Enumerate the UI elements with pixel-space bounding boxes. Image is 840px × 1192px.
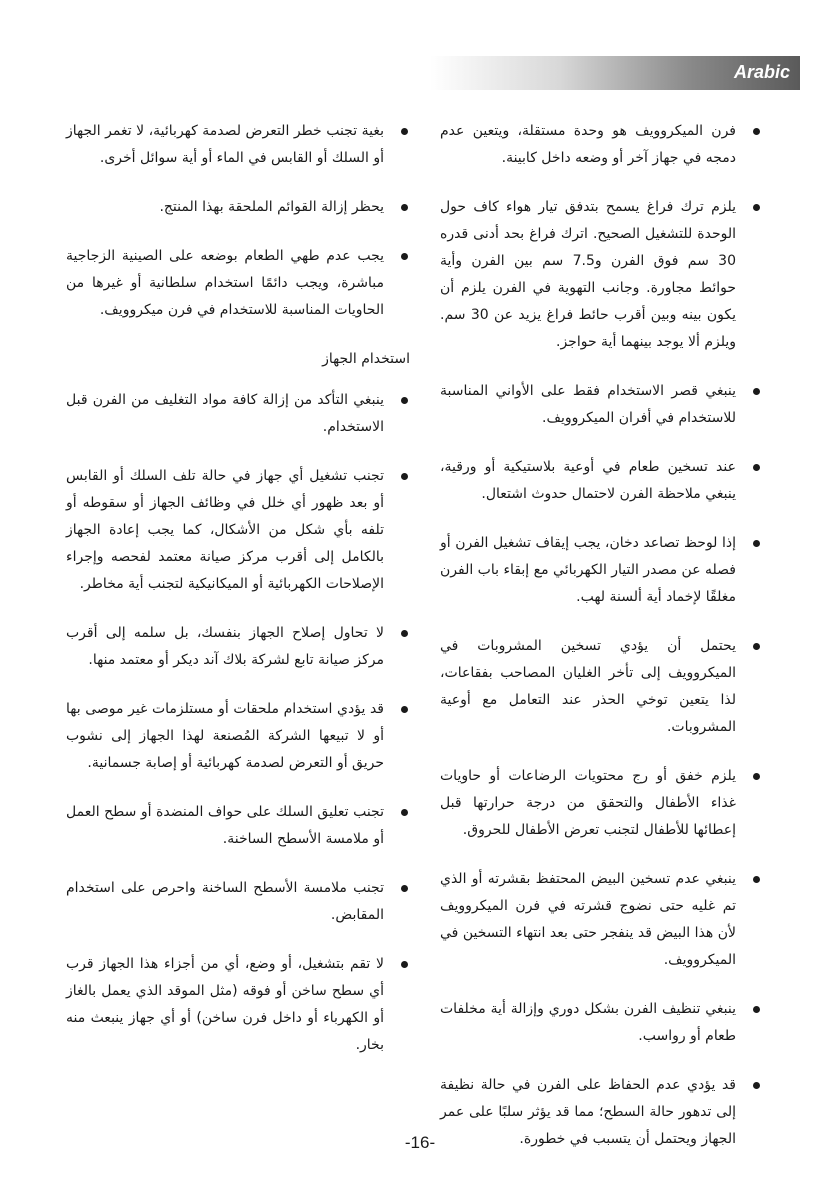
bullet-icon xyxy=(401,885,408,892)
bullet-icon xyxy=(401,473,408,480)
bullet-icon xyxy=(753,773,760,780)
list-item: يحظر إزالة القوائم الملحقة بهذا المنتج. xyxy=(66,194,410,221)
list-item: لا تحاول إصلاح الجهاز بنفسك، بل سلمه إلى أقرب مركز صيانة تابع لشركة بلاك آند ديكر أو معتمد منها. xyxy=(66,620,410,674)
list-item: تجنب تعليق السلك على حواف المنضدة أو سطح العمل أو ملامسة الأسطح الساخنة. xyxy=(66,799,410,853)
right-column xyxy=(440,118,762,1175)
bullet-icon xyxy=(753,388,760,395)
list-item: يلزم خفق أو رج محتويات الرضاعات أو حاويات غذاء الأطفال والتحقق من درجة حرارتها قبل إعطائها للأطفال لتجنب تعرض الأطفال للحروق. xyxy=(440,763,762,844)
bullet-icon xyxy=(401,204,408,211)
bullet-icon xyxy=(401,397,408,404)
language-label: Arabic xyxy=(733,62,790,82)
section-title: استخدام الجهاز xyxy=(322,351,410,367)
list-item: ينبغي التأكد من إزالة كافة مواد التغليف من الفرن قبل الاستخدام. xyxy=(66,387,410,441)
bullet-icon xyxy=(753,204,760,211)
list-item: تجنب ملامسة الأسطح الساخنة واحرص على استخدام المقابض. xyxy=(66,875,410,929)
page-number: -16- xyxy=(404,1133,436,1152)
list-item: عند تسخين طعام في أوعية بلاستيكية أو ورقية، ينبغي ملاحظة الفرن لاحتمال حدوث اشتعال. xyxy=(440,454,762,508)
language-header-bar xyxy=(430,56,800,90)
list-item: بغية تجنب خطر التعرض لصدمة كهربائية، لا تغمر الجهاز أو السلك أو القابس في الماء أو أية سوائل أخرى. xyxy=(66,118,410,172)
left-column xyxy=(66,118,410,1081)
bullet-icon xyxy=(753,464,760,471)
bullet-icon xyxy=(753,1006,760,1013)
bullet-icon xyxy=(401,961,408,968)
bullet-icon xyxy=(401,706,408,713)
list-item: تجنب تشغيل أي جهاز في حالة تلف السلك أو القابس أو بعد ظهور أي خلل في وظائف الجهاز أو سقوطه أو تلفه بأي شكل من الأشكال، كما يجب إعادة الجهاز بالكامل إلى أقرب مركز صيانة معتمد لفحصه وإجراء الإصلاحات الكهربائية أو الميكانيكية لتجنب أية مخاطر. xyxy=(66,463,410,598)
list-item: قد يؤدي استخدام ملحقات أو مستلزمات غير موصى بها أو لا تبيعها الشركة المُصنعة لهذا الجهاز إلى نشوب حريق أو التعرض لصدمة كهربائية أو إصابة جسمانية. xyxy=(66,696,410,777)
bullet-icon xyxy=(753,643,760,650)
list-item: ينبغي تنظيف الفرن بشكل دوري وإزالة أية مخلفات طعام أو رواسب. xyxy=(440,996,762,1050)
list-item: لا تقم بتشغيل، أو وضع، أي من أجزاء هذا الجهاز قرب أي سطح ساخن أو فوقه (مثل الموقد الذي يعمل بالغاز أو الكهرباء أو داخل فرن ساخن) أو أي جهاز ينبعث منه بخار. xyxy=(66,951,410,1059)
bullet-icon xyxy=(401,809,408,816)
bullet-icon xyxy=(753,128,760,135)
list-item: إذا لوحظ تصاعد دخان، يجب إيقاف تشغيل الفرن أو فصله عن مصدر التيار الكهربائي مع إبقاء باب الفرن مغلقًا لإخماد أية ألسنة لهب. xyxy=(440,530,762,611)
bullet-icon xyxy=(753,1082,760,1089)
list-item: ينبغي عدم تسخين البيض المحتفظ بقشرته أو الذي تم غليه حتى نضوج قشرته في فرن الميكروويف لأن هذا البيض قد ينفجر حتى بعد انتهاء التسخين في الميكروويف. xyxy=(440,866,762,974)
bullet-icon xyxy=(753,876,760,883)
list-item: فرن الميكروويف هو وحدة مستقلة، ويتعين عدم دمجه في جهاز آخر أو وضعه داخل كابينة. xyxy=(440,118,762,172)
bullet-icon xyxy=(753,540,760,547)
bullet-icon xyxy=(401,253,408,260)
list-item: قد يؤدي عدم الحفاظ على الفرن في حالة نظيفة إلى تدهور حالة السطح؛ مما قد يؤثر سلبًا على عمر الجهاز ويحتمل أن يتسبب في خطورة. xyxy=(440,1072,762,1153)
bullet-icon xyxy=(401,128,408,135)
list-item: يحتمل أن يؤدي تسخين المشروبات في الميكروويف إلى تأخر الغليان المصاحب بفقاعات، لذا يتعين توخي الحذر عند التعامل مع أوعية المشروبات. xyxy=(440,633,762,741)
bullet-icon xyxy=(401,630,408,637)
list-item: يلزم ترك فراغ يسمح بتدفق تيار هواء كاف حول الوحدة للتشغيل الصحيح. اترك فراغ بحد أدنى قدره 30 سم فوق الفرن و7.5 سم بين الفرن وأية حوائط مجاورة. وجانب التهوية في الفرن يلزم أن يكون بينه وبين أقرب حائط فراغ يزيد عن 30 سم. ويلزم ألا يوجد بينهما أية حواجز. xyxy=(440,194,762,356)
list-item: ينبغي قصر الاستخدام فقط على الأواني المناسبة للاستخدام في أفران الميكروويف. xyxy=(440,378,762,432)
list-item: يجب عدم طهي الطعام بوضعه على الصينية الزجاجية مباشرة، ويجب دائمًا استخدام سلطانية أو غيرها من الحاويات المناسبة للاستخدام في فرن ميكروويف. xyxy=(66,243,410,324)
